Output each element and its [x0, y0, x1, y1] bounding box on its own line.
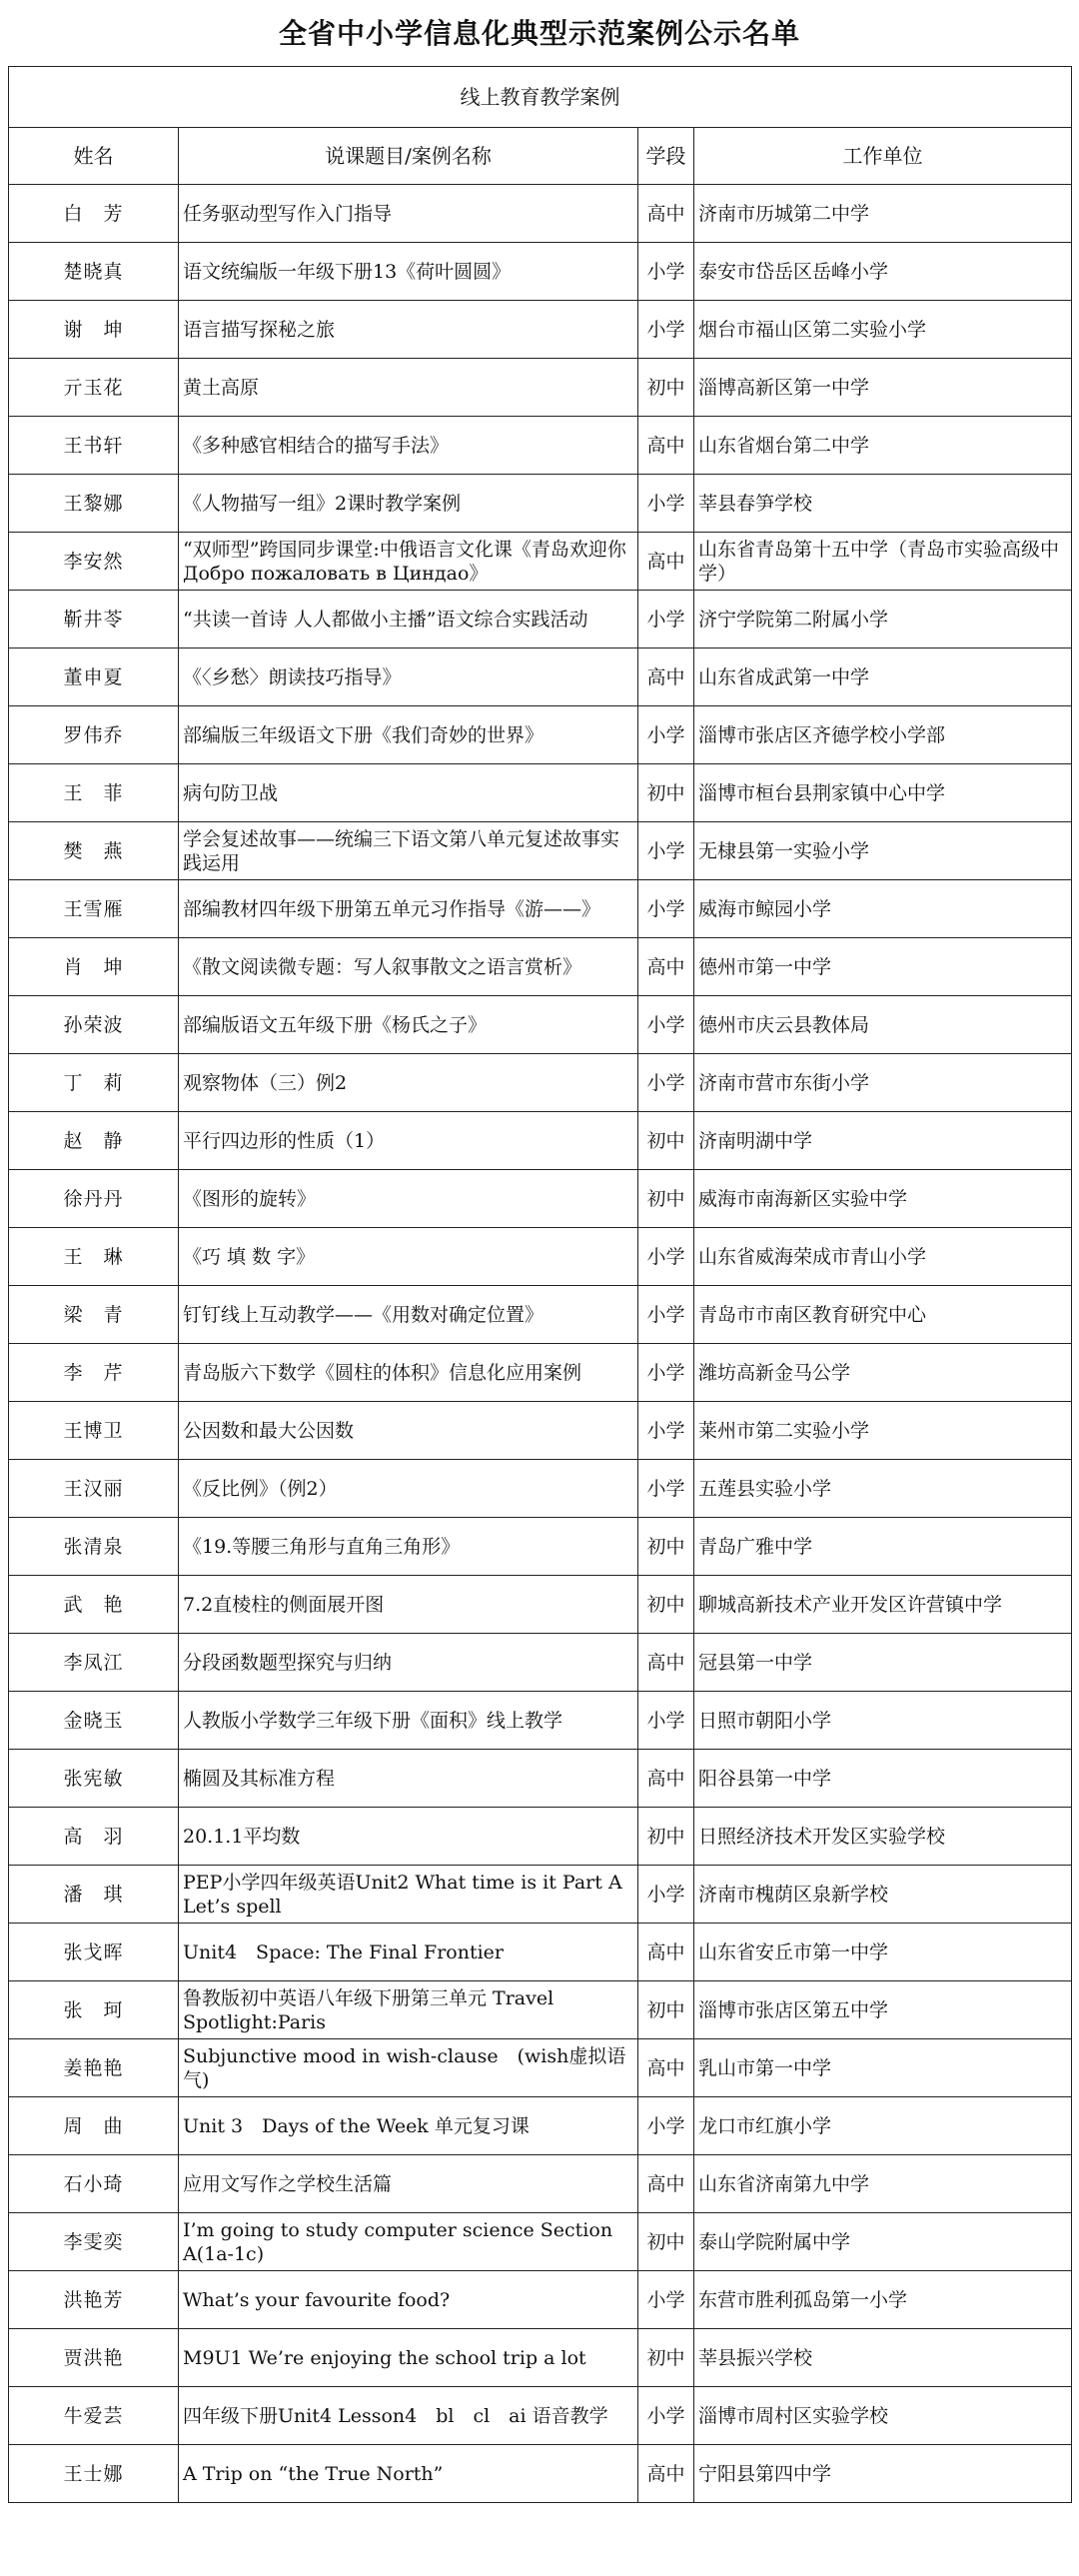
org-cell: 东营市胜利孤岛第一小学	[694, 2271, 1072, 2329]
name-cell: 丁 莉	[9, 1054, 179, 1112]
org-cell: 莘县春笋学校	[694, 475, 1072, 533]
name-cell: 王黎娜	[9, 475, 179, 533]
table-row	[9, 417, 1072, 475]
topic-cell: 《巧 填 数 字》	[179, 1228, 638, 1286]
topic-cell: 部编版三年级语文下册《我们奇妙的世界》	[179, 706, 638, 764]
name-cell: 周 曲	[9, 2097, 179, 2155]
name-cell: 李雯奕	[9, 2213, 179, 2271]
name-cell: 张戈晖	[9, 1924, 179, 1981]
table-row	[9, 2445, 1072, 2503]
table-row	[9, 1054, 1072, 1112]
table-row	[9, 1228, 1072, 1286]
table-row	[9, 1692, 1072, 1750]
org-cell: 淄博市桓台县荆家镇中心中学	[694, 764, 1072, 822]
table-row	[9, 2039, 1072, 2097]
topic-cell: Subjunctive mood in wish-clause (wish虚拟语气)	[179, 2039, 638, 2097]
org-cell: 山东省威海荣成市青山小学	[694, 1228, 1072, 1286]
org-cell: 阳谷县第一中学	[694, 1750, 1072, 1808]
name-cell: 王博卫	[9, 1402, 179, 1460]
topic-cell: “共读一首诗 人人都做小主播”语文综合实践活动	[179, 591, 638, 648]
stage-cell: 小学	[638, 1866, 694, 1924]
topic-cell: 病句防卫战	[179, 764, 638, 822]
name-cell: 王士娜	[9, 2445, 179, 2503]
header-org: 工作单位	[694, 128, 1072, 185]
stage-cell: 小学	[638, 1228, 694, 1286]
topic-cell: 《图形的旋转》	[179, 1170, 638, 1228]
org-cell: 山东省烟台第二中学	[694, 417, 1072, 475]
table-row	[9, 243, 1072, 301]
org-cell: 淄博市张店区第五中学	[694, 1981, 1072, 2039]
org-cell: 威海市鲸园小学	[694, 880, 1072, 938]
org-cell: 德州市第一中学	[694, 938, 1072, 996]
stage-cell: 高中	[638, 648, 694, 706]
topic-cell: 公因数和最大公因数	[179, 1402, 638, 1460]
topic-cell: 椭圆及其标准方程	[179, 1750, 638, 1808]
table-row	[9, 1518, 1072, 1576]
stage-cell: 小学	[638, 1460, 694, 1518]
org-cell: 无棣县第一实验小学	[694, 822, 1072, 880]
topic-cell: 四年级下册Unit4 Lesson4 bl cl ai 语音教学	[179, 2387, 638, 2445]
org-cell: 五莲县实验小学	[694, 1460, 1072, 1518]
name-cell: 张宪敏	[9, 1750, 179, 1808]
header-topic: 说课题目/案例名称	[179, 128, 638, 185]
org-cell: 莘县振兴学校	[694, 2329, 1072, 2387]
org-cell: 山东省青岛第十五中学（青岛市实验高级中学）	[694, 533, 1072, 591]
topic-cell: 黄土高原	[179, 359, 638, 417]
case-table	[8, 66, 1072, 2503]
name-cell: 王 菲	[9, 764, 179, 822]
topic-cell: 《〈乡愁〉朗读技巧指导》	[179, 648, 638, 706]
org-cell: 青岛广雅中学	[694, 1518, 1072, 1576]
topic-cell: 《散文阅读微专题：写人叙事散文之语言赏析》	[179, 938, 638, 996]
stage-cell: 高中	[638, 1924, 694, 1981]
section-title: 线上教育教学案例	[9, 67, 1072, 128]
topic-cell: Unit 3 Days of the Week 单元复习课	[179, 2097, 638, 2155]
stage-cell: 小学	[638, 475, 694, 533]
table-row	[9, 2097, 1072, 2155]
stage-cell: 高中	[638, 185, 694, 243]
topic-cell: 《多种感官相结合的描写手法》	[179, 417, 638, 475]
stage-cell: 初中	[638, 359, 694, 417]
table-row	[9, 1344, 1072, 1402]
table-row	[9, 1112, 1072, 1170]
stage-cell: 小学	[638, 2387, 694, 2445]
table-row	[9, 1634, 1072, 1692]
org-cell: 泰安市岱岳区岳峰小学	[694, 243, 1072, 301]
org-cell: 日照市朝阳小学	[694, 1692, 1072, 1750]
stage-cell: 高中	[638, 533, 694, 591]
name-cell: 潘 琪	[9, 1866, 179, 1924]
name-cell: 金晓玉	[9, 1692, 179, 1750]
name-cell: 武 艳	[9, 1576, 179, 1634]
topic-cell: 观察物体（三）例2	[179, 1054, 638, 1112]
name-cell: 王书轩	[9, 417, 179, 475]
stage-cell: 初中	[638, 2329, 694, 2387]
topic-cell: 应用文写作之学校生活篇	[179, 2155, 638, 2213]
page-title: 全省中小学信息化典型示范案例公示名单	[278, 17, 800, 50]
name-cell: 董申夏	[9, 648, 179, 706]
table-row	[9, 475, 1072, 533]
stage-cell: 小学	[638, 1286, 694, 1344]
topic-cell: 语言描写探秘之旅	[179, 301, 638, 359]
stage-cell: 小学	[638, 1402, 694, 1460]
stage-cell: 小学	[638, 591, 694, 648]
stage-cell: 高中	[638, 417, 694, 475]
table-row	[9, 1750, 1072, 1808]
org-cell: 山东省安丘市第一中学	[694, 1924, 1072, 1981]
stage-cell: 小学	[638, 2271, 694, 2329]
table-row	[9, 591, 1072, 648]
name-cell: 张 珂	[9, 1981, 179, 2039]
topic-cell: Unit4 Space: The Final Frontier	[179, 1924, 638, 1981]
topic-cell: 人教版小学数学三年级下册《面积》线上教学	[179, 1692, 638, 1750]
header-row	[9, 128, 1072, 185]
org-cell: 济宁学院第二附属小学	[694, 591, 1072, 648]
stage-cell: 初中	[638, 1576, 694, 1634]
topic-cell: 《人物描写一组》2课时教学案例	[179, 475, 638, 533]
stage-cell: 初中	[638, 1808, 694, 1866]
name-cell: 王雪雁	[9, 880, 179, 938]
stage-cell: 初中	[638, 1518, 694, 1576]
name-cell: 高 羽	[9, 1808, 179, 1866]
name-cell: 洪艳芳	[9, 2271, 179, 2329]
stage-cell: 高中	[638, 2445, 694, 2503]
org-cell: 济南明湖中学	[694, 1112, 1072, 1170]
name-cell: 罗伟乔	[9, 706, 179, 764]
topic-cell: 部编教材四年级下册第五单元习作指导《游——》	[179, 880, 638, 938]
stage-cell: 小学	[638, 706, 694, 764]
name-cell: 姜艳艳	[9, 2039, 179, 2097]
name-cell: 孙荣波	[9, 996, 179, 1054]
org-cell: 德州市庆云县教体局	[694, 996, 1072, 1054]
name-cell: 李 芹	[9, 1344, 179, 1402]
stage-cell: 小学	[638, 996, 694, 1054]
section-row	[9, 67, 1072, 128]
stage-cell: 小学	[638, 301, 694, 359]
header-stage: 学段	[638, 128, 694, 185]
topic-cell: 钉钉线上互动教学——《用数对确定位置》	[179, 1286, 638, 1344]
org-cell: 济南市营市东街小学	[694, 1054, 1072, 1112]
org-cell: 济南市历城第二中学	[694, 185, 1072, 243]
stage-cell: 高中	[638, 1634, 694, 1692]
table-row	[9, 1460, 1072, 1518]
stage-cell: 初中	[638, 1981, 694, 2039]
table-row	[9, 706, 1072, 764]
org-cell: 山东省济南第九中学	[694, 2155, 1072, 2213]
table-row	[9, 880, 1072, 938]
table-row	[9, 533, 1072, 591]
stage-cell: 小学	[638, 822, 694, 880]
table-row	[9, 2271, 1072, 2329]
table-row	[9, 1576, 1072, 1634]
table-row	[9, 1170, 1072, 1228]
stage-cell: 初中	[638, 1112, 694, 1170]
org-cell: 冠县第一中学	[694, 1634, 1072, 1692]
topic-cell: 任务驱动型写作入门指导	[179, 185, 638, 243]
name-cell: 石小琦	[9, 2155, 179, 2213]
topic-cell: 部编版语文五年级下册《杨氏之子》	[179, 996, 638, 1054]
stage-cell: 小学	[638, 1054, 694, 1112]
stage-cell: 高中	[638, 1750, 694, 1808]
name-cell: 贾洪艳	[9, 2329, 179, 2387]
name-cell: 王汉丽	[9, 1460, 179, 1518]
stage-cell: 高中	[638, 2155, 694, 2213]
topic-cell: 《19.等腰三角形与直角三角形》	[179, 1518, 638, 1576]
table-row	[9, 822, 1072, 880]
name-cell: 赵 静	[9, 1112, 179, 1170]
org-cell: 烟台市福山区第二实验小学	[694, 301, 1072, 359]
table-row	[9, 938, 1072, 996]
name-cell: 李凤江	[9, 1634, 179, 1692]
topic-cell: 7.2直棱柱的侧面展开图	[179, 1576, 638, 1634]
topic-cell: 学会复述故事——统编三下语文第八单元复述故事实践运用	[179, 822, 638, 880]
name-cell: 徐丹丹	[9, 1170, 179, 1228]
table-row	[9, 1866, 1072, 1924]
stage-cell: 高中	[638, 2039, 694, 2097]
name-cell: 楚晓真	[9, 243, 179, 301]
org-cell: 淄博市张店区齐德学校小学部	[694, 706, 1072, 764]
table-row	[9, 301, 1072, 359]
table-row	[9, 2155, 1072, 2213]
org-cell: 青岛市市南区教育研究中心	[694, 1286, 1072, 1344]
topic-cell: I’m going to study computer science Section A(1a-1c)	[179, 2213, 638, 2271]
org-cell: 聊城高新技术产业开发区许营镇中学	[694, 1576, 1072, 1634]
name-cell: 王 琳	[9, 1228, 179, 1286]
name-cell: 肖 坤	[9, 938, 179, 996]
table-row	[9, 1924, 1072, 1981]
stage-cell: 初中	[638, 764, 694, 822]
name-cell: 李安然	[9, 533, 179, 591]
topic-cell: 青岛版六下数学《圆柱的体积》信息化应用案例	[179, 1344, 638, 1402]
topic-cell: “双师型”跨国同步课堂:中俄语言文化课《青岛欢迎你 Добро пожаловать в Циндао》	[179, 533, 638, 591]
stage-cell: 小学	[638, 880, 694, 938]
topic-cell: What’s your favourite food?	[179, 2271, 638, 2329]
org-cell: 日照经济技术开发区实验学校	[694, 1808, 1072, 1866]
stage-cell: 小学	[638, 1344, 694, 1402]
table-row	[9, 648, 1072, 706]
org-cell: 淄博高新区第一中学	[694, 359, 1072, 417]
org-cell: 山东省成武第一中学	[694, 648, 1072, 706]
topic-cell: 语文统编版一年级下册13《荷叶圆圆》	[179, 243, 638, 301]
table-row	[9, 2329, 1072, 2387]
stage-cell: 初中	[638, 1170, 694, 1228]
stage-cell: 小学	[638, 243, 694, 301]
stage-cell: 高中	[638, 938, 694, 996]
topic-cell: 20.1.1平均数	[179, 1808, 638, 1866]
name-cell: 牛爱芸	[9, 2387, 179, 2445]
header-name: 姓名	[9, 128, 179, 185]
topic-cell: 平行四边形的性质（1）	[179, 1112, 638, 1170]
table-row	[9, 1402, 1072, 1460]
stage-cell: 小学	[638, 2097, 694, 2155]
org-cell: 宁阳县第四中学	[694, 2445, 1072, 2503]
name-cell: 谢 坤	[9, 301, 179, 359]
topic-cell: 鲁教版初中英语八年级下册第三单元 Travel Spotlight:Paris	[179, 1981, 638, 2039]
topic-cell: 《反比例》（例2）	[179, 1460, 638, 1518]
stage-cell: 初中	[638, 2213, 694, 2271]
topic-cell: PEP小学四年级英语Unit2 What time is it Part A Let’s spell	[179, 1866, 638, 1924]
name-cell: 梁 青	[9, 1286, 179, 1344]
table-row	[9, 1981, 1072, 2039]
table-row	[9, 1808, 1072, 1866]
table-row	[9, 359, 1072, 417]
table-row	[9, 996, 1072, 1054]
name-cell: 樊 燕	[9, 822, 179, 880]
org-cell: 威海市南海新区实验中学	[694, 1170, 1072, 1228]
name-cell: 张清泉	[9, 1518, 179, 1576]
org-cell: 济南市槐荫区泉新学校	[694, 1866, 1072, 1924]
table-row	[9, 2387, 1072, 2445]
table-row	[9, 1286, 1072, 1344]
org-cell: 潍坊高新金马公学	[694, 1344, 1072, 1402]
name-cell: 亓玉花	[9, 359, 179, 417]
org-cell: 乳山市第一中学	[694, 2039, 1072, 2097]
topic-cell: 分段函数题型探究与归纳	[179, 1634, 638, 1692]
topic-cell: A Trip on “the True North”	[179, 2445, 638, 2503]
topic-cell: M9U1 We’re enjoying the school trip a lot	[179, 2329, 638, 2387]
org-cell: 莱州市第二实验小学	[694, 1402, 1072, 1460]
name-cell: 靳井苓	[9, 591, 179, 648]
org-cell: 淄博市周村区实验学校	[694, 2387, 1072, 2445]
org-cell: 泰山学院附属中学	[694, 2213, 1072, 2271]
name-cell: 白 芳	[9, 185, 179, 243]
table-row	[9, 2213, 1072, 2271]
table-row	[9, 764, 1072, 822]
table-row	[9, 185, 1072, 243]
stage-cell: 小学	[638, 1692, 694, 1750]
org-cell: 龙口市红旗小学	[694, 2097, 1072, 2155]
